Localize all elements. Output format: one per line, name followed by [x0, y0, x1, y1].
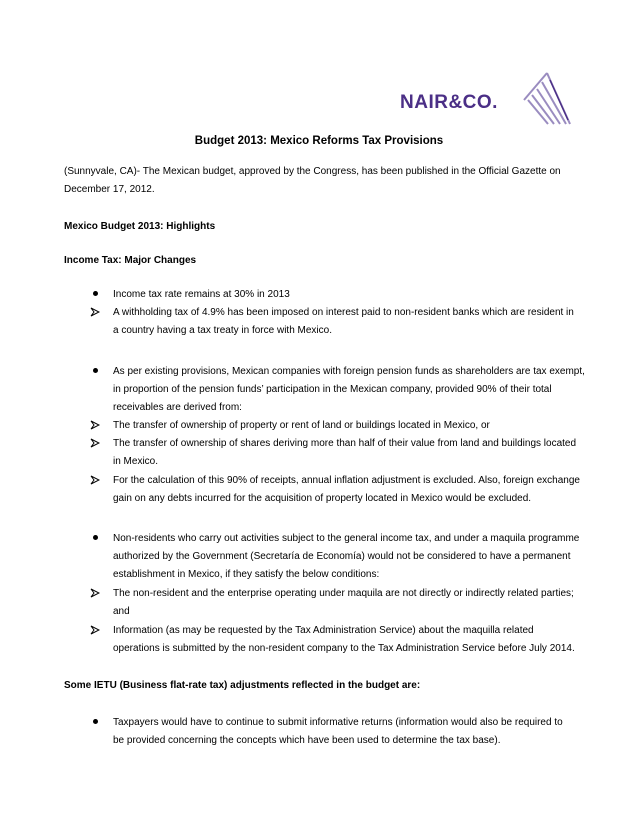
bullet-dot-icon: [93, 535, 98, 540]
company-logo: [398, 70, 573, 128]
arrow-bullet-icon: [90, 420, 100, 430]
list-item-continued: receivables are derived from:: [113, 402, 242, 413]
arrow-bullet-icon: [90, 625, 100, 635]
list-item-continued: establishment in Mexico, if they satisfy the below conditions:: [113, 569, 380, 580]
list-item: Income tax rate remains at 30% in 2013: [113, 289, 290, 300]
arrow-bullet-icon: [90, 475, 100, 485]
list-item: A withholding tax of 4.9% has been imposed on interest paid to non-resident banks which are resident in: [113, 307, 574, 318]
list-item: The transfer of ownership of property or rent of land or buildings located in Mexico, or: [113, 420, 490, 431]
pyramid-logo-icon: [522, 70, 572, 126]
list-item-continued: in proportion of the pension funds’ participation in the Mexican company, provided 90% of their total: [113, 384, 552, 395]
bullet-dot-icon: [93, 719, 98, 724]
list-item: Taxpayers would have to continue to submit informative returns (information would also be required to: [113, 717, 563, 728]
list-item-continued: a country having a tax treaty in force with Mexico.: [113, 325, 332, 336]
list-item-continued: operations is submitted by the non-resident company to the Tax Administration Service before July 2014.: [113, 643, 575, 654]
income-tax-heading: Income Tax: Major Changes: [64, 255, 197, 266]
arrow-bullet-icon: [90, 307, 100, 317]
list-item-continued: and: [113, 606, 130, 617]
bullet-dot-icon: [93, 368, 98, 373]
highlights-heading: Mexico Budget 2013: Highlights: [64, 221, 216, 232]
list-item-continued: authorized by the Government (Secretaría de Economía) would not be considered to have a permanent: [113, 551, 571, 562]
ietu-heading: Some IETU (Business flat-rate tax) adjustments reflected in the budget are:: [64, 680, 421, 691]
list-item: The non-resident and the enterprise operating under maquila are not directly or indirectly related parties;: [113, 588, 574, 599]
list-item: The transfer of ownership of shares deriving more than half of their value from land and buildings located: [113, 438, 577, 449]
document-title: Budget 2013: Mexico Reforms Tax Provisions: [194, 135, 444, 147]
intro-line-2: December 17, 2012.: [64, 184, 155, 195]
arrow-bullet-icon: [90, 588, 100, 598]
bullet-dot-icon: [93, 291, 98, 296]
list-item: Information (as may be requested by the Tax Administration Service) about the maquilla related: [113, 625, 534, 636]
list-item: Non-residents who carry out activities subject to the general income tax, and under a maquila programme: [113, 533, 580, 544]
list-item-continued: be provided concerning the concepts which have been used to determine the tax base).: [113, 735, 501, 746]
list-item-continued: gain on any debts incurred for the acquisition of property located in Mexico would be excluded.: [113, 493, 532, 504]
list-item-continued: in Mexico.: [113, 456, 159, 467]
arrow-bullet-icon: [90, 438, 100, 448]
intro-line-1: (Sunnyvale, CA)- The Mexican budget, approved by the Congress, has been published in the Official Gazette on: [64, 166, 561, 177]
list-item: For the calculation of this 90% of receipts, annual inflation adjustment is excluded. Also, foreign exchange: [113, 475, 580, 486]
logo-text: NAIR&CO.: [400, 92, 498, 113]
list-item: As per existing provisions, Mexican companies with foreign pension funds as shareholders are tax exempt,: [113, 366, 585, 377]
